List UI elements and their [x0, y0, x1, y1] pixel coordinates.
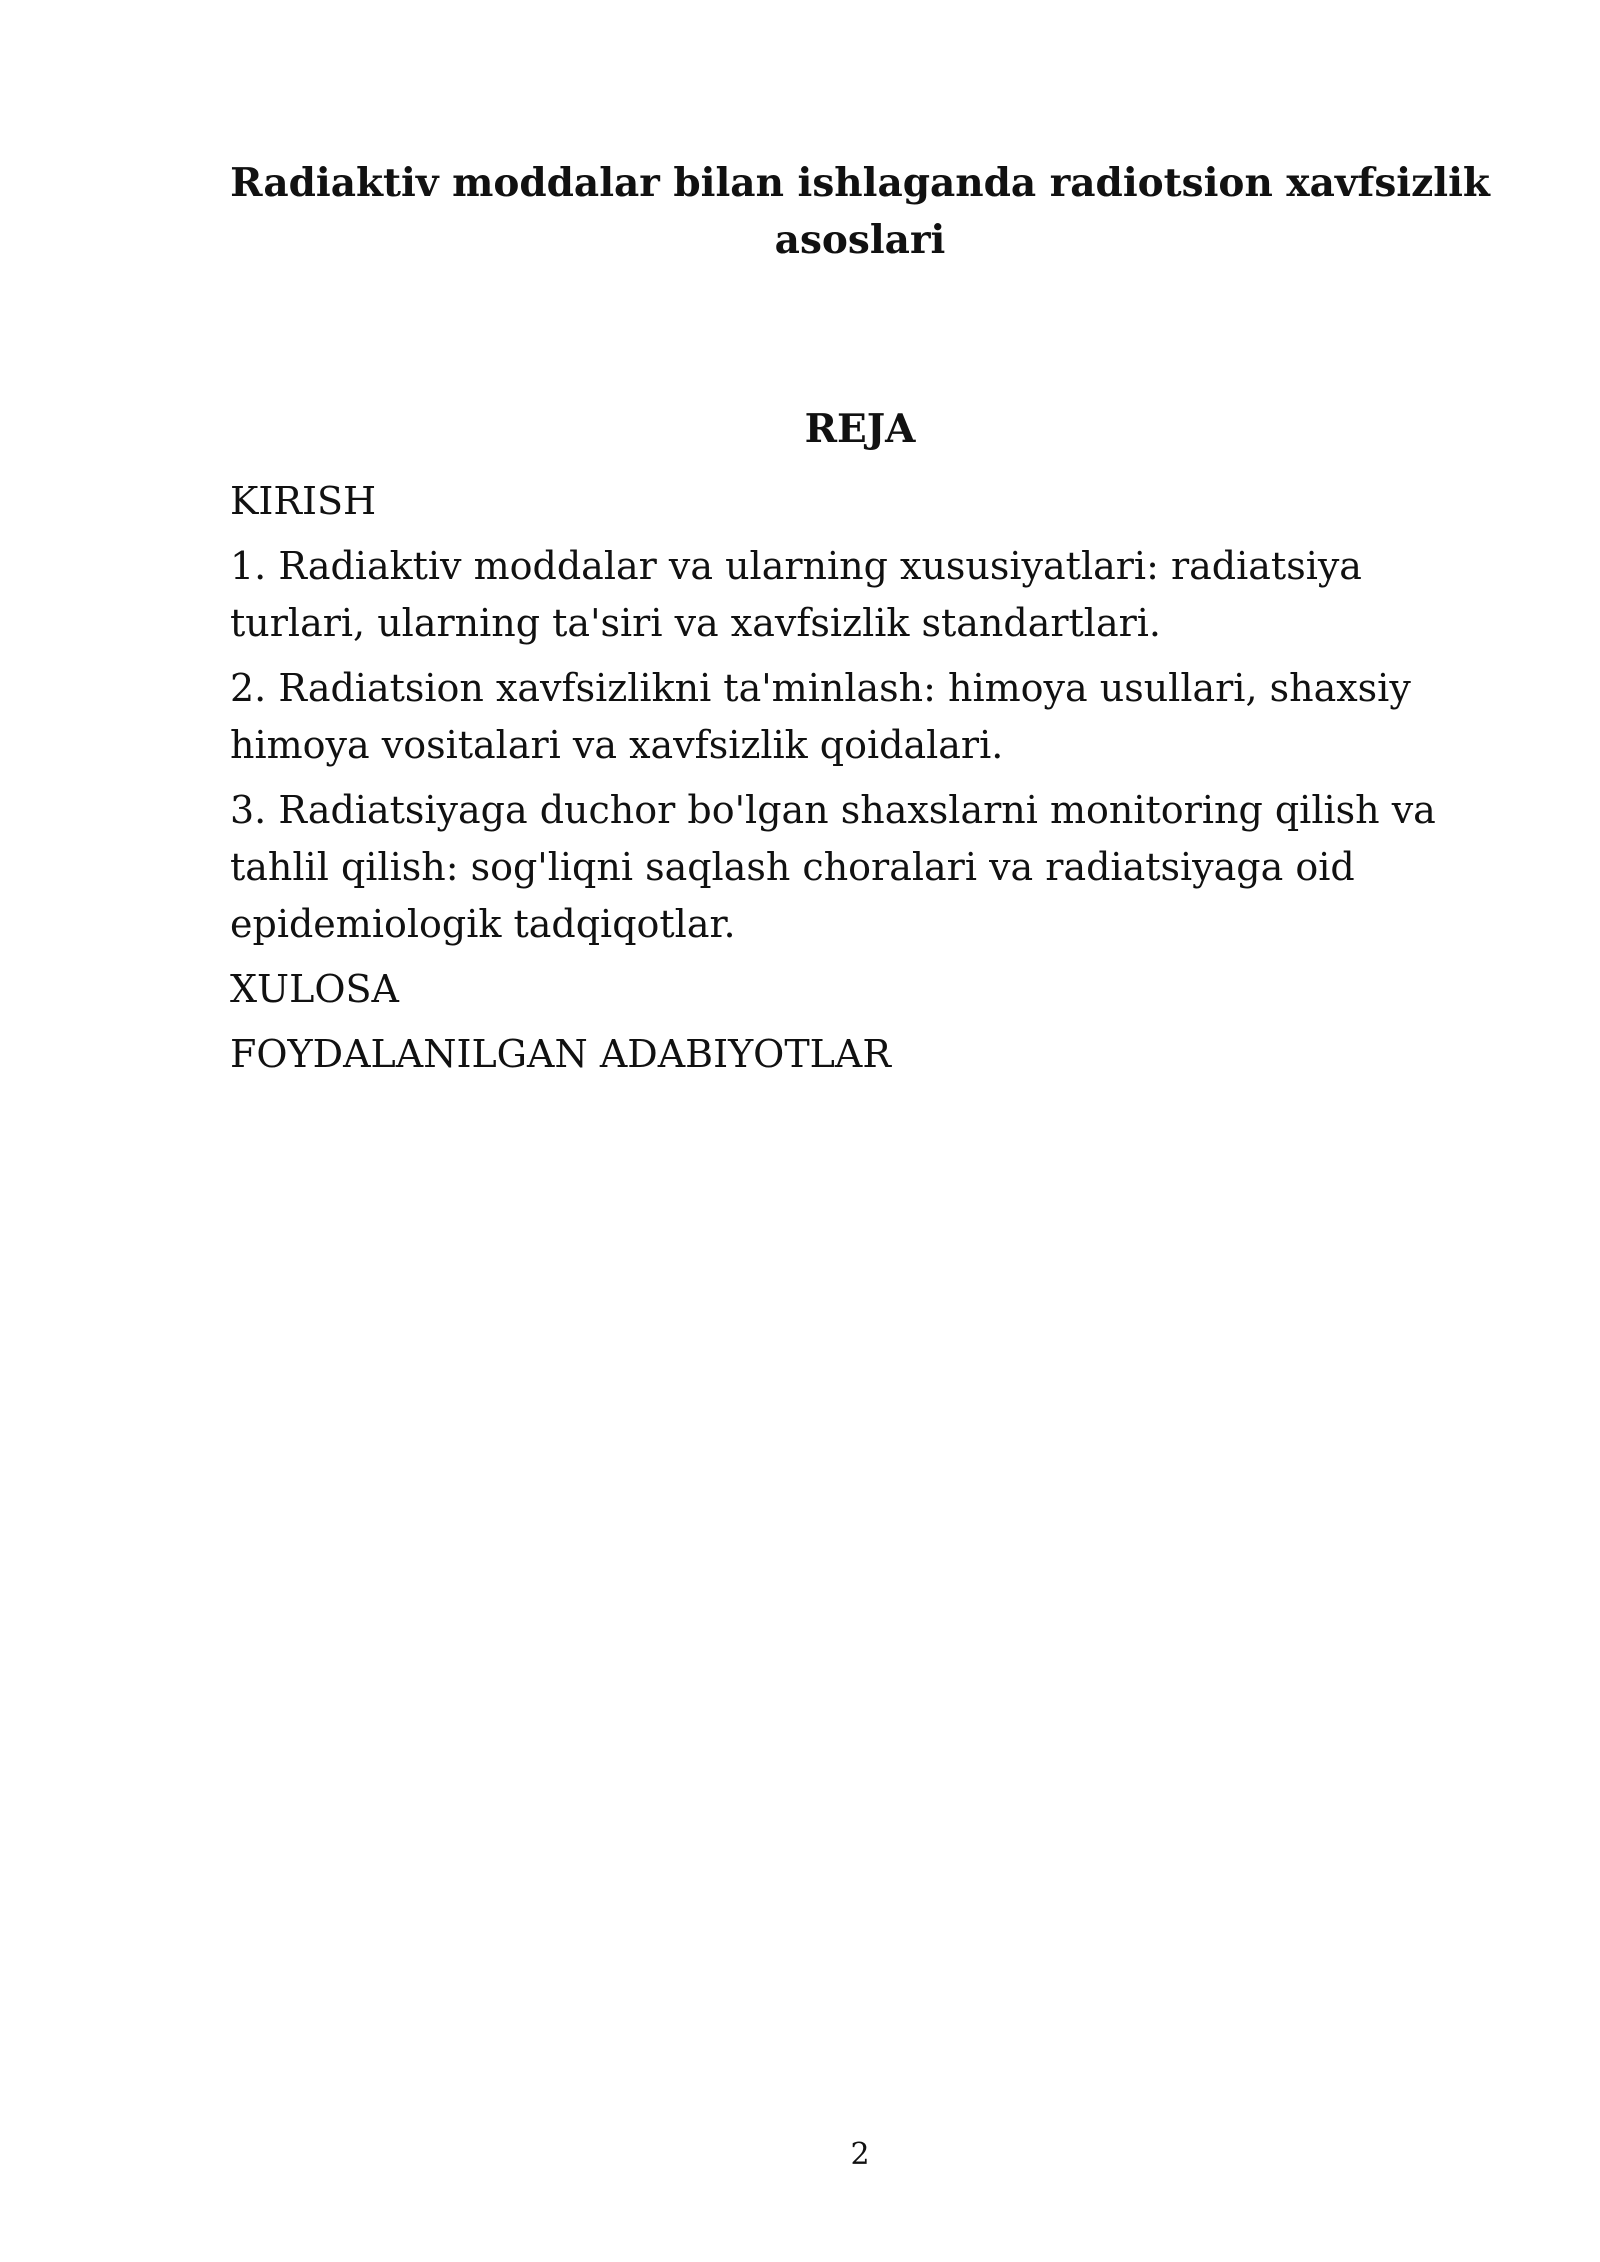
plan-item-1: 1. Radiaktiv moddalar va ularning xususiyatlari: radiatsiya turlari, ularning ta'siri va xavfsizlik standartlari. — [230, 544, 1362, 645]
page-number: 2 — [850, 2137, 870, 2172]
plan-item-introduction: KIRISH — [230, 479, 377, 523]
plan-heading: REJA — [804, 406, 916, 452]
document-title: Radiaktiv moddalar bilan ishlaganda radiotsion xavfsizlik asoslari — [230, 160, 1490, 263]
plan-item-references: FOYDALANILGAN ADABIYOTLAR — [230, 1032, 891, 1076]
plan-list — [230, 473, 1490, 1091]
plan-item-conclusion: XULOSA — [230, 967, 399, 1011]
plan-item-3: 3. Radiatsiyaga duchor bo'lgan shaxslarni monitoring qilish va tahlil qilish: sog'liqni saqlash choralari va radiatsiyaga oid epidemiologik tadqiqotlar. — [230, 788, 1436, 946]
plan-item-2: 2. Radiatsion xavfsizlikni ta'minlash: himoya usullari, shaxsiy himoya vositalari va xavfsizlik qoidalari. — [230, 666, 1411, 767]
